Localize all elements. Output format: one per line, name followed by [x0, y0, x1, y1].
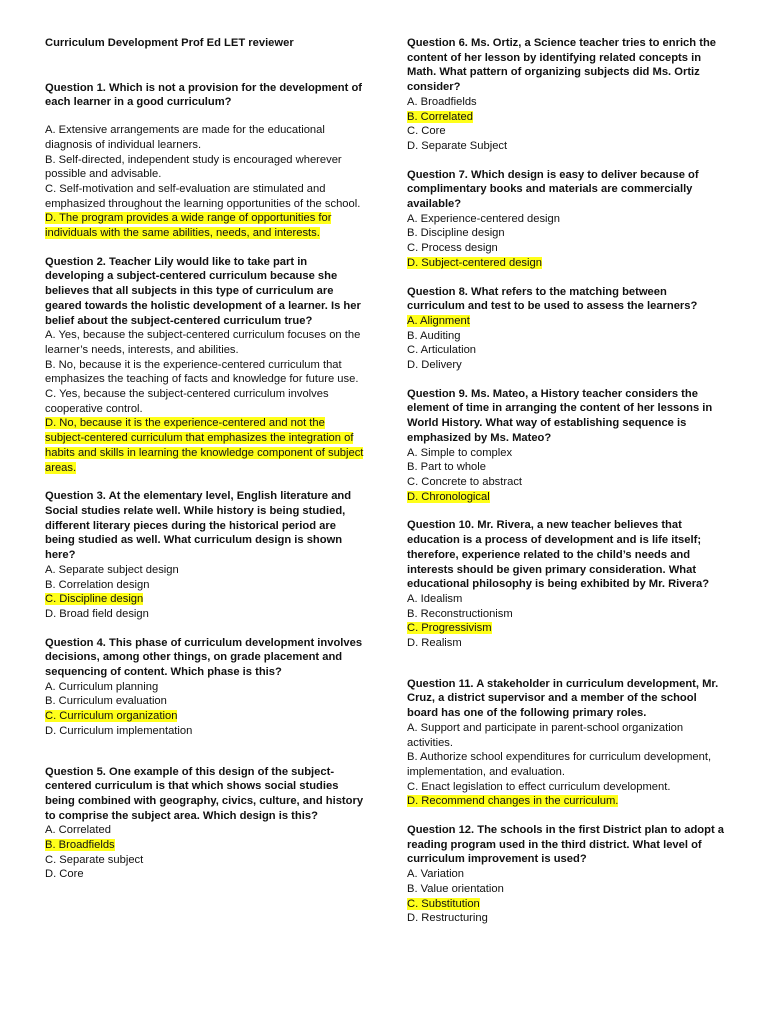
choice: A. Correlated — [45, 824, 111, 837]
choice: B. No, because it is the experience-centered curriculum that emphasizes the teaching of facts and knowledge for future use. — [45, 358, 359, 386]
choice: C. Yes, because the subject-centered curriculum involves cooperative control. — [45, 388, 329, 415]
choice-list — [407, 212, 727, 271]
choice: B. Auditing — [407, 329, 461, 342]
choice: D. Realism — [407, 637, 462, 650]
choice: A. Yes, because the subject-centered curriculum focuses on the learner’s needs, interests, and abilities. — [45, 329, 361, 356]
choice-answer-highlighted: D. Recommend changes in the curriculum. — [407, 795, 619, 808]
choice-answer-highlighted: C. Substitution — [407, 897, 480, 910]
choice: B. Part to whole — [407, 461, 486, 474]
choice-answer-highlighted: B. Broadfields — [45, 839, 115, 852]
question-text: Question 8. What refers to the matching between curriculum and test to be used to assess the learners? — [407, 285, 698, 313]
choice-answer-highlighted: D. No, because it is the experience-centered and not the subject-centered curriculum that emphasizes the integration of habits and skills in learning the knowledge component of subject areas. — [45, 417, 364, 474]
question-8 — [407, 285, 727, 373]
choice: A. Broadfields — [407, 95, 477, 108]
choice: A. Support and participate in parent-school organization activities. — [407, 721, 684, 749]
choice: C. Enact legislation to effect curriculum development. — [407, 780, 671, 793]
choice: A. Curriculum planning — [45, 680, 159, 693]
choice-answer-highlighted: C. Curriculum organization — [45, 710, 178, 723]
choice-answer-highlighted: C. Progressivism — [407, 622, 492, 635]
choice: D. Broad field design — [45, 607, 149, 620]
question-10 — [407, 518, 727, 650]
choice: C. Self-motivation and self-evaluation are stimulated and emphasized throughout the learning opportunities of the school. — [45, 182, 361, 210]
choice-list — [45, 823, 365, 882]
question-3 — [45, 489, 365, 621]
question-11 — [407, 677, 727, 809]
choice: A. Simple to complex — [407, 446, 513, 459]
choice: D. Restructuring — [407, 912, 488, 925]
choice: C. Process design — [407, 242, 498, 255]
choice: A. Experience-centered design — [407, 212, 560, 225]
question-text: Question 1. Which is not a provision for the development of each learner in a good curriculum? — [45, 81, 363, 109]
choice-answer-highlighted: D. Subject-centered design — [407, 256, 542, 269]
choice-list — [45, 680, 365, 739]
choice-list — [407, 592, 727, 651]
choice-answer-highlighted: D. The program provides a wide range of opportunities for individuals with the same abilities, needs, and interests. — [45, 212, 332, 240]
choice-list — [407, 721, 727, 809]
choice-answer-highlighted: A. Alignment — [407, 314, 470, 327]
document-title: Curriculum Development Prof Ed LET reviewer — [45, 37, 294, 49]
choice: B. Curriculum evaluation — [45, 695, 167, 708]
choice-list — [407, 314, 727, 373]
choice: A. Extensive arrangements are made for the educational diagnosis of individual learners. — [45, 124, 325, 151]
question-text: Question 10. Mr. Rivera, a new teacher believes that education is a process of development and is life itself; therefore, experience related to the child’s needs and interests should be given primary consideration. What educational philosophy is being exhibited by Mr. Rivera? — [407, 519, 710, 591]
choice: D. Core — [45, 868, 84, 881]
choice: B. Reconstructionism — [407, 607, 513, 620]
choice-answer-highlighted: D. Chronological — [407, 490, 490, 503]
question-1 — [45, 81, 365, 241]
question-6 — [407, 36, 727, 154]
choice-list — [45, 123, 365, 241]
question-text: Question 3. At the elementary level, English literature and Social studies relate well. While history is being studied, different literary pieces during the historical period are being studied as well. What curriculum design is shown here? — [45, 490, 352, 562]
question-text: Question 9. Ms. Mateo, a History teacher considers the element of time in arranging the content of her lessons in World History. What way of establishing sequence is emphasized by Ms. Mateo? — [407, 387, 713, 444]
question-text: Question 7. Which design is easy to deliver because of complimentary books and materials are commercially available? — [407, 168, 699, 211]
choice-list — [45, 328, 365, 475]
choice-list — [407, 95, 727, 154]
left-column — [45, 36, 365, 896]
choice-answer-highlighted: C. Discipline design — [45, 593, 144, 606]
choice-list — [407, 867, 727, 926]
choice-answer-highlighted: B. Correlated — [407, 110, 473, 123]
question-text: Question 2. Teacher Lily would like to take part in developing a subject-centered curriculum because she believes that all subjects in this type of curriculum are geared towards the holistic development of a learner. Is her belief about the subject-centered curriculum true? — [45, 255, 361, 327]
question-text: Question 5. One example of this design of the subject-centered curriculum is that which shows social studies being combined with geography, civics, culture, and history to comprise the subject area. Which design is this? — [45, 765, 364, 822]
question-text: Question 12. The schools in the first District plan to adopt a reading program used in the third district. What level of curriculum improvement is used? — [407, 824, 725, 866]
choice: A. Idealism — [407, 592, 463, 605]
choice: C. Articulation — [407, 344, 477, 357]
choice: D. Delivery — [407, 359, 462, 372]
choice: B. Correlation design — [45, 578, 150, 591]
choice: C. Core — [407, 125, 446, 138]
choice: B. Value orientation — [407, 882, 504, 895]
choice-list — [407, 446, 727, 505]
choice: A. Variation — [407, 868, 465, 881]
question-text: Question 6. Ms. Ortiz, a Science teacher tries to enrich the content of her lesson by identifying related concepts in Math. What pattern of organizing subjects did Ms. Ortiz consider? — [407, 37, 716, 94]
question-12 — [407, 823, 727, 926]
right-column — [407, 36, 727, 940]
question-text: Question 4. This phase of curriculum development involves decisions, among other things, on grade placement and sequencing of content. Which phase is this? — [45, 636, 363, 679]
choice-list — [45, 563, 365, 622]
choice: C. Separate subject — [45, 853, 144, 866]
choice: A. Separate subject design — [45, 563, 179, 576]
choice: B. Authorize school expenditures for curriculum development, implementation, and evaluation. — [407, 751, 712, 778]
choice: B. Self-directed, independent study is encouraged wherever possible and advisable. — [45, 153, 342, 181]
choice: B. Discipline design — [407, 227, 505, 240]
question-2 — [45, 255, 365, 476]
question-4 — [45, 636, 365, 739]
question-9 — [407, 387, 727, 505]
question-text: Question 11. A stakeholder in curriculum development, Mr. Cruz, a district supervisor and a member of the school board has one of the following primary roles. — [407, 677, 719, 720]
choice: C. Concrete to abstract — [407, 475, 523, 488]
question-7 — [407, 168, 727, 271]
choice: D. Separate Subject — [407, 139, 508, 152]
choice: D. Curriculum implementation — [45, 724, 193, 737]
question-5 — [45, 765, 365, 883]
